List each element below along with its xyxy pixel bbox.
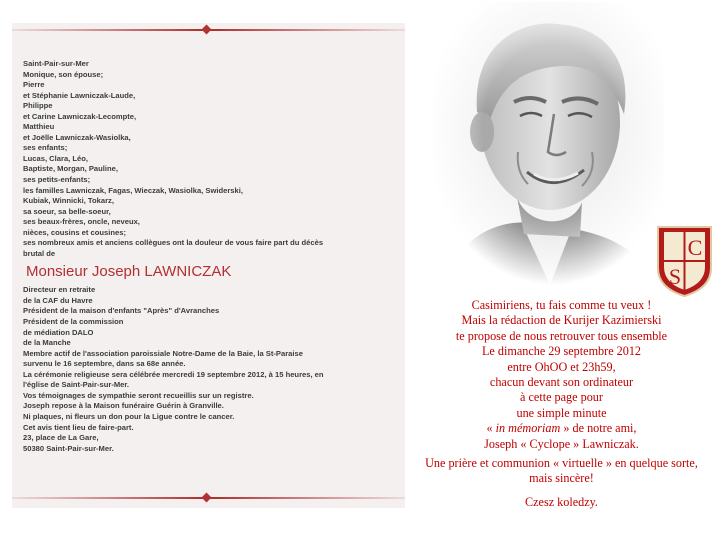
deceased-name: Monsieur Joseph LAWNICZAK [26,263,232,281]
portrait-sketch [432,2,664,285]
notice-line: brutal de [23,248,56,258]
shield-crest [655,224,714,298]
notice-line: et Stéphanie Lawniczak-Laude, [23,90,136,100]
friend-line: Joseph « Cyclope » Lawniczak. [484,436,639,451]
message-line: à cette page pour [520,390,603,405]
family-list [23,59,399,259]
notice-line: Président de la commission [23,317,124,327]
notice-line: et Joëlle Lawniczak-Wasiolka, [23,132,131,142]
notice-line: survenu le 16 septembre, dans sa 68e année. [23,359,186,369]
bottom-ornament-rule [12,497,405,499]
memoriam-italic: in mémoriam [495,421,561,436]
notice-line: Joseph repose à la Maison funéraire Guérin à Granville. [23,401,224,411]
notice-line: Vos témoignages de sympathie seront recueillis sur un registre. [23,390,254,400]
notice-line: Ni plaques, ni fleurs un don pour la Ligue contre le cancer. [23,411,235,421]
notice-line: Matthieu [23,122,55,132]
tribute-message [403,298,720,510]
notice-line: 50380 Saint-Pair-sur-Mer. [23,443,114,453]
notice-line: ses enfants; [23,143,68,153]
notice-line: La cérémonie religieuse sera célébrée mercredi 19 septembre 2012, à 15 heures, en [23,369,324,379]
biography-and-details [23,285,399,454]
message-line: chacun devant son ordinateur [489,375,634,390]
notice-line: les familles Lawniczak, Fagas, Wieczak, Wasiolka, Swiderski, [23,185,243,195]
notice-line: Kubiak, Winnicki, Tokarz, [23,196,114,206]
notice-line: de médiation DALO [23,327,94,337]
message-line: entre OhOO et 23h59, [507,359,616,374]
closing-line: Czesz koledzy. [525,494,598,509]
message-line: te propose de nous retrouver tous ensemble [455,328,668,343]
notice-line: Baptiste, Morgan, Pauline, [23,164,118,174]
notice-line: sa soeur, sa belle-soeur, [23,206,111,216]
message-line: Mais la rédaction de Kurijer Kazimierski [461,313,662,328]
crest-letter-s: S [668,264,682,289]
notice-line: Pierre [23,80,45,90]
top-ornament-rule [12,29,405,31]
memoriam-line [403,421,720,436]
notice-line: de la CAF du Havre [23,295,93,305]
notice-line: Philippe [23,101,53,111]
notice-line: ses nombreux amis et anciens collègues ont la douleur de vous faire part du décès [23,238,324,248]
notice-line: Président de la maison d'enfants "Après" d'Avranches [23,306,220,316]
notice-line: Directeur en retraite [23,285,96,295]
obituary-text [23,59,399,454]
rule-diamond [202,25,212,35]
notice-line: Monique, son épouse; [23,69,104,79]
notice-line: de la Manche [23,338,71,348]
notice-line: Cet avis tient lieu de faire-part. [23,422,134,432]
obituary-notice [12,23,405,508]
message-lines [403,298,720,421]
prayer-line-2: mais sincère! [529,471,594,486]
crest-letter-c: C [687,235,703,260]
notice-line: ses beaux-frères, oncle, neveux, [23,217,140,227]
notice-line: 23, place de La Gare, [23,433,99,443]
notice-line: l'église de Saint-Pair-sur-Mer. [23,380,130,390]
notice-line: Saint-Pair-sur-Mer [23,59,89,68]
message-line: Casimiriens, tu fais comme tu veux ! [471,298,652,312]
notice-line: nièces, cousins et cousines; [23,227,126,237]
message-line: Le dimanche 29 septembre 2012 [481,344,642,359]
notice-line: et Carine Lawniczak-Lecompte, [23,111,137,121]
memoriam-suffix: » de notre ami, [560,421,637,436]
notice-line: Lucas, Clara, Léo, [23,153,88,163]
message-line: une simple minute [516,405,607,420]
notice-line: Membre actif de l'association paroissiale Notre-Dame de la Baie, la St-Paraise [23,348,303,358]
memoriam-prefix: « [486,421,496,436]
rule-diamond [202,493,212,503]
prayer-line-1: Une prière et communion « virtuelle » en quelque sorte, [425,456,698,471]
notice-line: ses petits-enfants; [23,175,91,185]
